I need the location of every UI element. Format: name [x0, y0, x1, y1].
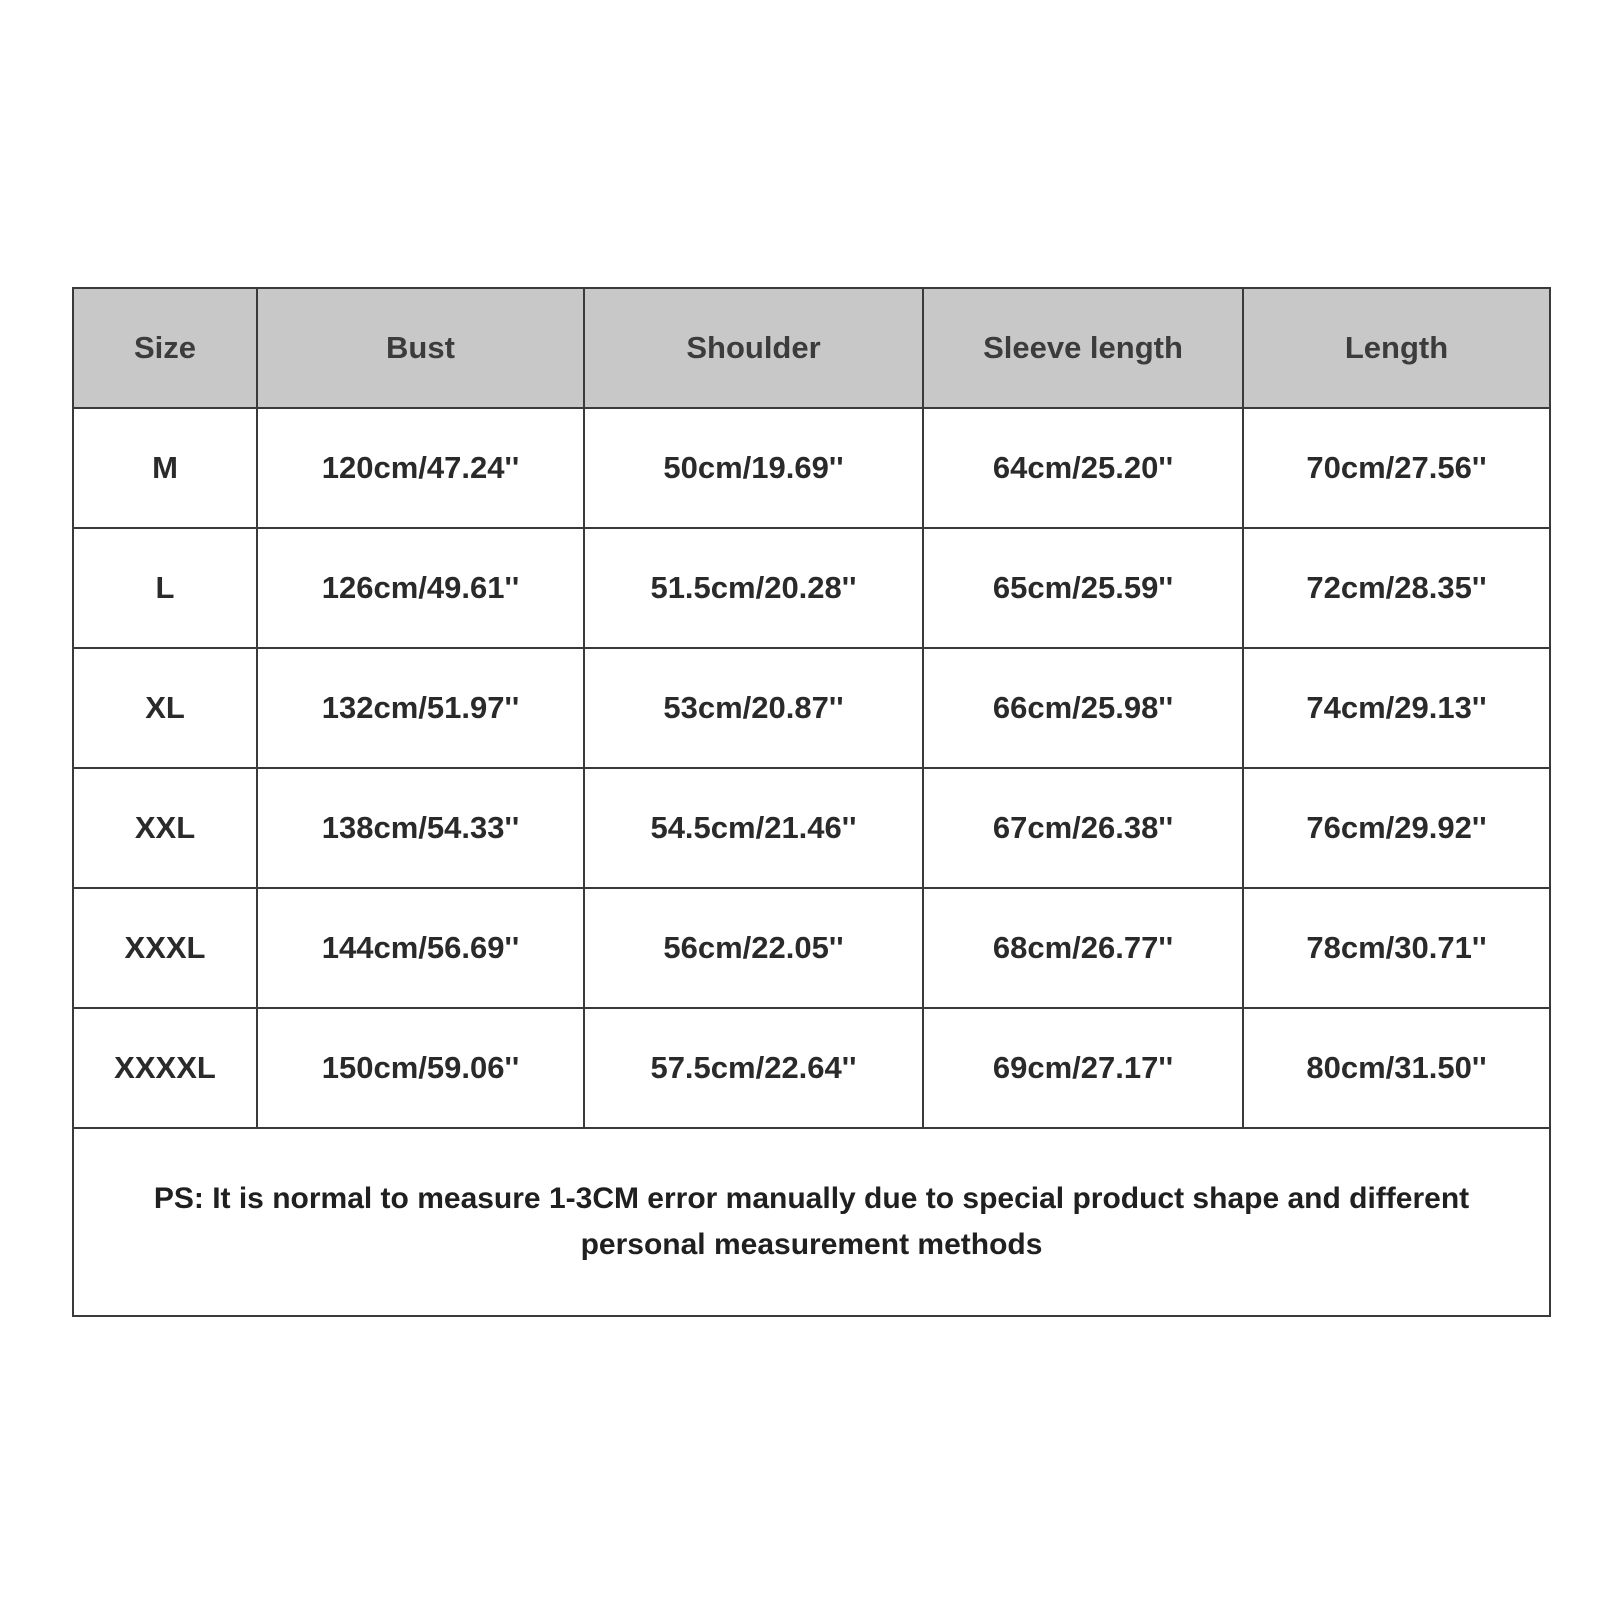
cell-size: XXXXL: [73, 1008, 257, 1128]
cell-sleeve-length: 69cm/27.17'': [923, 1008, 1243, 1128]
cell-sleeve-length: 67cm/26.38'': [923, 768, 1243, 888]
cell-length: 74cm/29.13'': [1243, 648, 1550, 768]
cell-sleeve-length: 66cm/25.98'': [923, 648, 1243, 768]
table-row: [73, 408, 1550, 528]
cell-sleeve-length: 65cm/25.59'': [923, 528, 1243, 648]
table-row: [73, 528, 1550, 648]
cell-bust: 150cm/59.06'': [257, 1008, 584, 1128]
cell-shoulder: 51.5cm/20.28'': [584, 528, 923, 648]
cell-sleeve-length: 68cm/26.77'': [923, 888, 1243, 1008]
cell-size: XXL: [73, 768, 257, 888]
table-row: [73, 888, 1550, 1008]
cell-shoulder: 56cm/22.05'': [584, 888, 923, 1008]
cell-sleeve-length: 64cm/25.20'': [923, 408, 1243, 528]
table-row: [73, 648, 1550, 768]
cell-length: 78cm/30.71'': [1243, 888, 1550, 1008]
cell-bust: 138cm/54.33'': [257, 768, 584, 888]
cell-bust: 126cm/49.61'': [257, 528, 584, 648]
note-row: [73, 1128, 1550, 1316]
cell-shoulder: 57.5cm/22.64'': [584, 1008, 923, 1128]
cell-shoulder: 54.5cm/21.46'': [584, 768, 923, 888]
measurement-note: PS: It is normal to measure 1-3CM error manually due to special product shape and different personal measurement methods: [73, 1128, 1550, 1316]
cell-size: M: [73, 408, 257, 528]
cell-bust: 120cm/47.24'': [257, 408, 584, 528]
cell-bust: 144cm/56.69'': [257, 888, 584, 1008]
cell-shoulder: 50cm/19.69'': [584, 408, 923, 528]
cell-size: XL: [73, 648, 257, 768]
cell-bust: 132cm/51.97'': [257, 648, 584, 768]
header-length: Length: [1243, 288, 1550, 408]
cell-size: XXXL: [73, 888, 257, 1008]
cell-length: 70cm/27.56'': [1243, 408, 1550, 528]
cell-length: 80cm/31.50'': [1243, 1008, 1550, 1128]
table-row: [73, 1008, 1550, 1128]
table-row: [73, 768, 1550, 888]
cell-length: 76cm/29.92'': [1243, 768, 1550, 888]
cell-length: 72cm/28.35'': [1243, 528, 1550, 648]
cell-shoulder: 53cm/20.87'': [584, 648, 923, 768]
cell-size: L: [73, 528, 257, 648]
size-chart-table: [72, 287, 1551, 1317]
header-size: Size: [73, 288, 257, 408]
header-shoulder: Shoulder: [584, 288, 923, 408]
header-sleeve-length: Sleeve length: [923, 288, 1243, 408]
table-header-row: [73, 288, 1550, 408]
header-bust: Bust: [257, 288, 584, 408]
